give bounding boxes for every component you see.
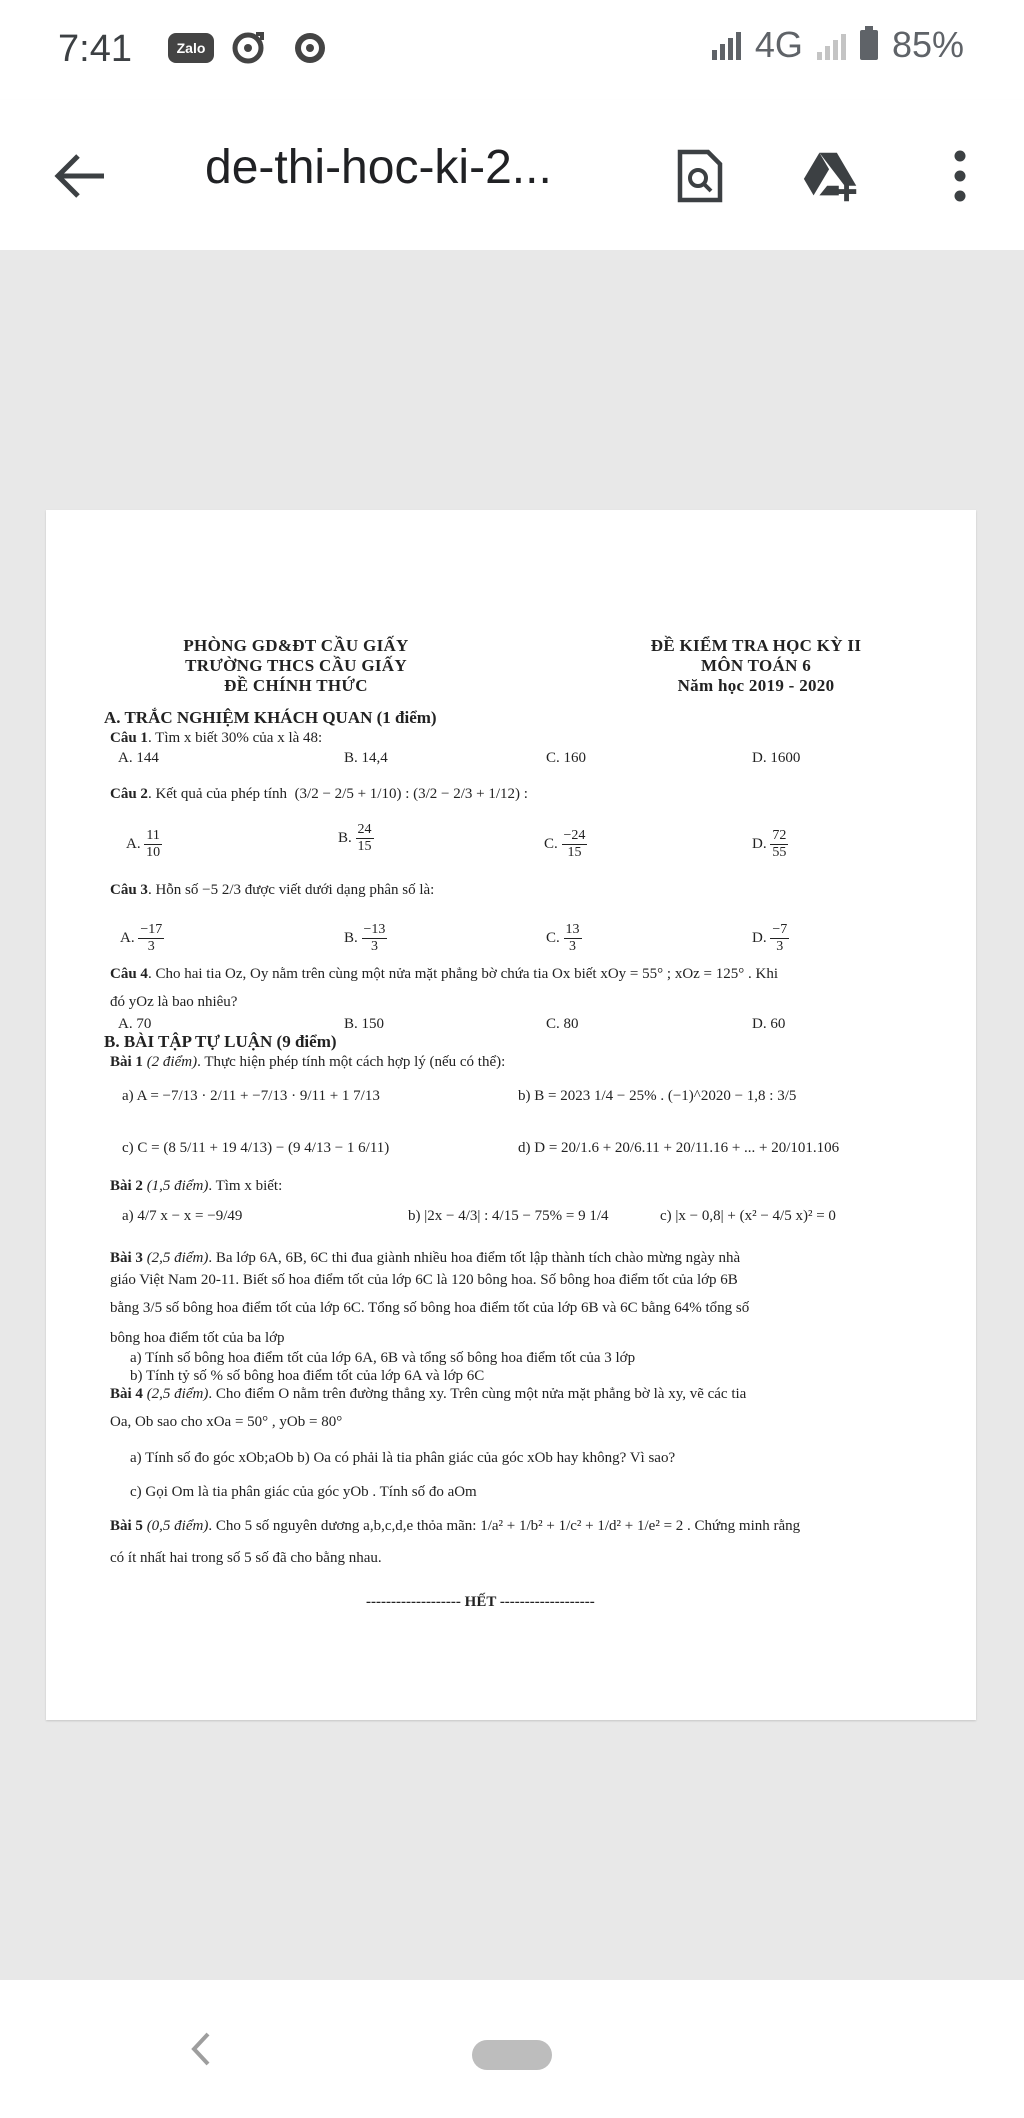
navigation-bar: [0, 1980, 1024, 2118]
exercise-4: Bài 4 (2,5 điểm). Cho điểm O nằm trên đường thẳng xy. Trên cùng một nửa mặt phẳng bờ là xy, vẽ các tia: [110, 1386, 747, 1402]
exercise-1d: d) D = 20/1.6 + 20/6.11 + 20/11.16 + ... + 20/101.106: [518, 1140, 840, 1156]
q1-option-d: D. 1600: [752, 750, 801, 766]
document-page: [46, 510, 976, 1720]
exercise-1c: c) C = (8 5/11 + 19 4/13) − (9 4/13 − 1 6/11): [122, 1140, 390, 1156]
q1-option-b: B. 14,4: [344, 750, 388, 766]
zalo-notification-icon: Zalo: [168, 33, 214, 63]
end-marker: ------------------- HẾT -------------------: [366, 1594, 595, 1610]
q2-option-a: A. $\frac{11}{10}$: [126, 828, 161, 860]
exercise-1: Bài 1 (2 điểm). Thực hiện phép tính một cách hợp lý (nếu có thể):: [110, 1054, 506, 1070]
school-name: TRƯỜNG THCS CẦU GIẤY: [185, 656, 407, 675]
battery-icon: [860, 30, 878, 60]
official-label: ĐỀ CHÍNH THỨC: [224, 676, 368, 695]
home-pill-button[interactable]: [472, 2040, 552, 2070]
q1-option-c: C. 160: [546, 750, 587, 766]
exercise-1a: a) A = −7/13 · 2/11 + −7/13 · 9/11 + 1 7/13: [122, 1088, 380, 1104]
section-a-heading: A. TRẮC NGHIỆM KHÁCH QUAN (1 điểm): [104, 708, 437, 727]
exam-title: ĐỀ KIỂM TRA HỌC KỲ II: [650, 636, 862, 655]
exercise-3-line-2: giáo Việt Nam 20-11. Biết số hoa điểm tốt của lớp 6C là 120 bông hoa. Số bông hoa điểm tốt của lớp 6B: [110, 1272, 738, 1288]
exercise-1b: b) B = 2023 1/4 − 25% . (−1)^2020 − 1,8 : 3/5: [518, 1088, 797, 1104]
document-title: de-thi-hoc-ki-2...: [205, 141, 552, 194]
exercise-2c: c) |x − 0,8| + (x² − 4/5 x)² = 0: [660, 1208, 836, 1224]
exercise-3: Bài 3 (2,5 điểm). Ba lớp 6A, 6B, 6C thi đua giành nhiều hoa điểm tốt lập thành tích chào mừng ngày nhà: [110, 1250, 741, 1266]
q4-option-b: B. 150: [344, 1016, 385, 1032]
back-arrow-icon[interactable]: [50, 148, 110, 204]
question-4: Câu 4. Cho hai tia Oz, Oy nằm trên cùng một nửa mặt phẳng bờ chứa tia Ox biết xOy = 55° ; xOz = 125° . Khi: [110, 966, 779, 982]
q3-option-b: B. $\frac{-13}{3}$: [344, 922, 386, 954]
header-left: [146, 636, 446, 696]
exercise-4a-4b: a) Tính số đo góc xOb;aOb b) Oa có phải là tia phân giác của góc xOb hay không? Vì sao?: [130, 1450, 676, 1466]
add-to-drive-icon[interactable]: [800, 144, 864, 208]
document-viewer[interactable]: [0, 250, 1024, 1980]
exercise-5: Bài 5 (0,5 điểm). Cho 5 số nguyên dương a,b,c,d,e thỏa mãn: 1/a² + 1/b² + 1/c² + 1/d² + 1/e² = 2 . Chứng minh rằng: [110, 1518, 801, 1534]
battery-level: 85%: [891, 24, 964, 65]
signal-icon: [712, 30, 741, 60]
search-in-document-icon[interactable]: [668, 144, 732, 208]
exercise-3-line-4: bông hoa điểm tốt của ba lớp: [110, 1330, 285, 1346]
more-options-icon[interactable]: [928, 144, 992, 208]
header-right: [606, 636, 906, 696]
exercise-2a: a) 4/7 x − x = −9/49: [122, 1208, 243, 1224]
question-2: Câu 2. Kết quả của phép tính (3/2 − 2/5 + 1/10) : (3/2 − 2/3 + 1/12) :: [110, 786, 528, 802]
q4-option-a: A. 70: [118, 1016, 152, 1032]
question-3: Câu 3. Hỗn số −5 2/3 được viết dưới dạng phân số là:: [110, 882, 435, 898]
q3-option-d: D. $\frac{-7}{3}$: [752, 922, 788, 954]
network-type: 4G: [754, 24, 803, 65]
q3-option-a: A. $\frac{-17}{3}$: [120, 922, 163, 954]
exercise-2: Bài 2 (1,5 điểm). Tìm x biết:: [110, 1178, 283, 1194]
clock: 7:41: [58, 28, 132, 70]
exercise-3a: a) Tính số bông hoa điểm tốt của lớp 6A, 6B và tổng số bông hoa điểm tốt của 3 lớp: [130, 1350, 636, 1366]
department-name: PHÒNG GD&ĐT CẦU GIẤY: [183, 636, 409, 655]
q4-option-d: D. 60: [752, 1016, 786, 1032]
school-year: Năm học 2019 - 2020: [677, 676, 835, 695]
q4-option-c: C. 80: [546, 1016, 579, 1032]
q2-option-c: C. $\frac{-24}{15}$: [544, 828, 586, 860]
exercise-5-line-2: có ít nhất hai trong số 5 số đã cho bằng nhau.: [110, 1550, 382, 1566]
exercise-3b: b) Tính tỷ số % số bông hoa điểm tốt của lớp 6A và lớp 6C: [130, 1368, 485, 1384]
question-1: Câu 1. Tìm x biết 30% của x là 48:: [110, 730, 323, 746]
q3-option-c: C. $\frac{13}{3}$: [546, 922, 580, 954]
question-4-line-2: đó yOz là bao nhiêu?: [110, 994, 238, 1010]
app-bar: [0, 100, 1024, 250]
nav-back-icon[interactable]: [180, 2024, 220, 2074]
q1-option-a: A. 144: [118, 750, 159, 766]
app-notification-icon: [290, 28, 330, 68]
exercise-2b: b) |2x − 4/3| : 4/15 − 75% = 9 1/4: [408, 1208, 609, 1224]
sync-notification-icon: [228, 28, 268, 68]
section-b-heading: B. BÀI TẬP TỰ LUẬN (9 điểm): [104, 1032, 337, 1051]
subject: MÔN TOÁN 6: [700, 656, 812, 675]
exercise-4c: c) Gọi Om là tia phân giác của góc yOb . Tính số đo aOm: [130, 1484, 477, 1500]
status-bar: [0, 0, 1024, 100]
exercise-3-line-3: bằng 3/5 số bông hoa điểm tốt của lớp 6C. Tổng số bông hoa điểm tốt của lớp 6B và 6C bằng 64% tổng số: [110, 1300, 750, 1316]
q2-option-d: D. $\frac{72}{55}$: [752, 828, 787, 860]
exercise-4-line-2: Oa, Ob sao cho xOa = 50° , yOb = 80°: [110, 1414, 343, 1430]
q2-option-b: B. $\frac{24}{15}$: [338, 822, 372, 854]
signal-icon-secondary: [817, 30, 846, 60]
